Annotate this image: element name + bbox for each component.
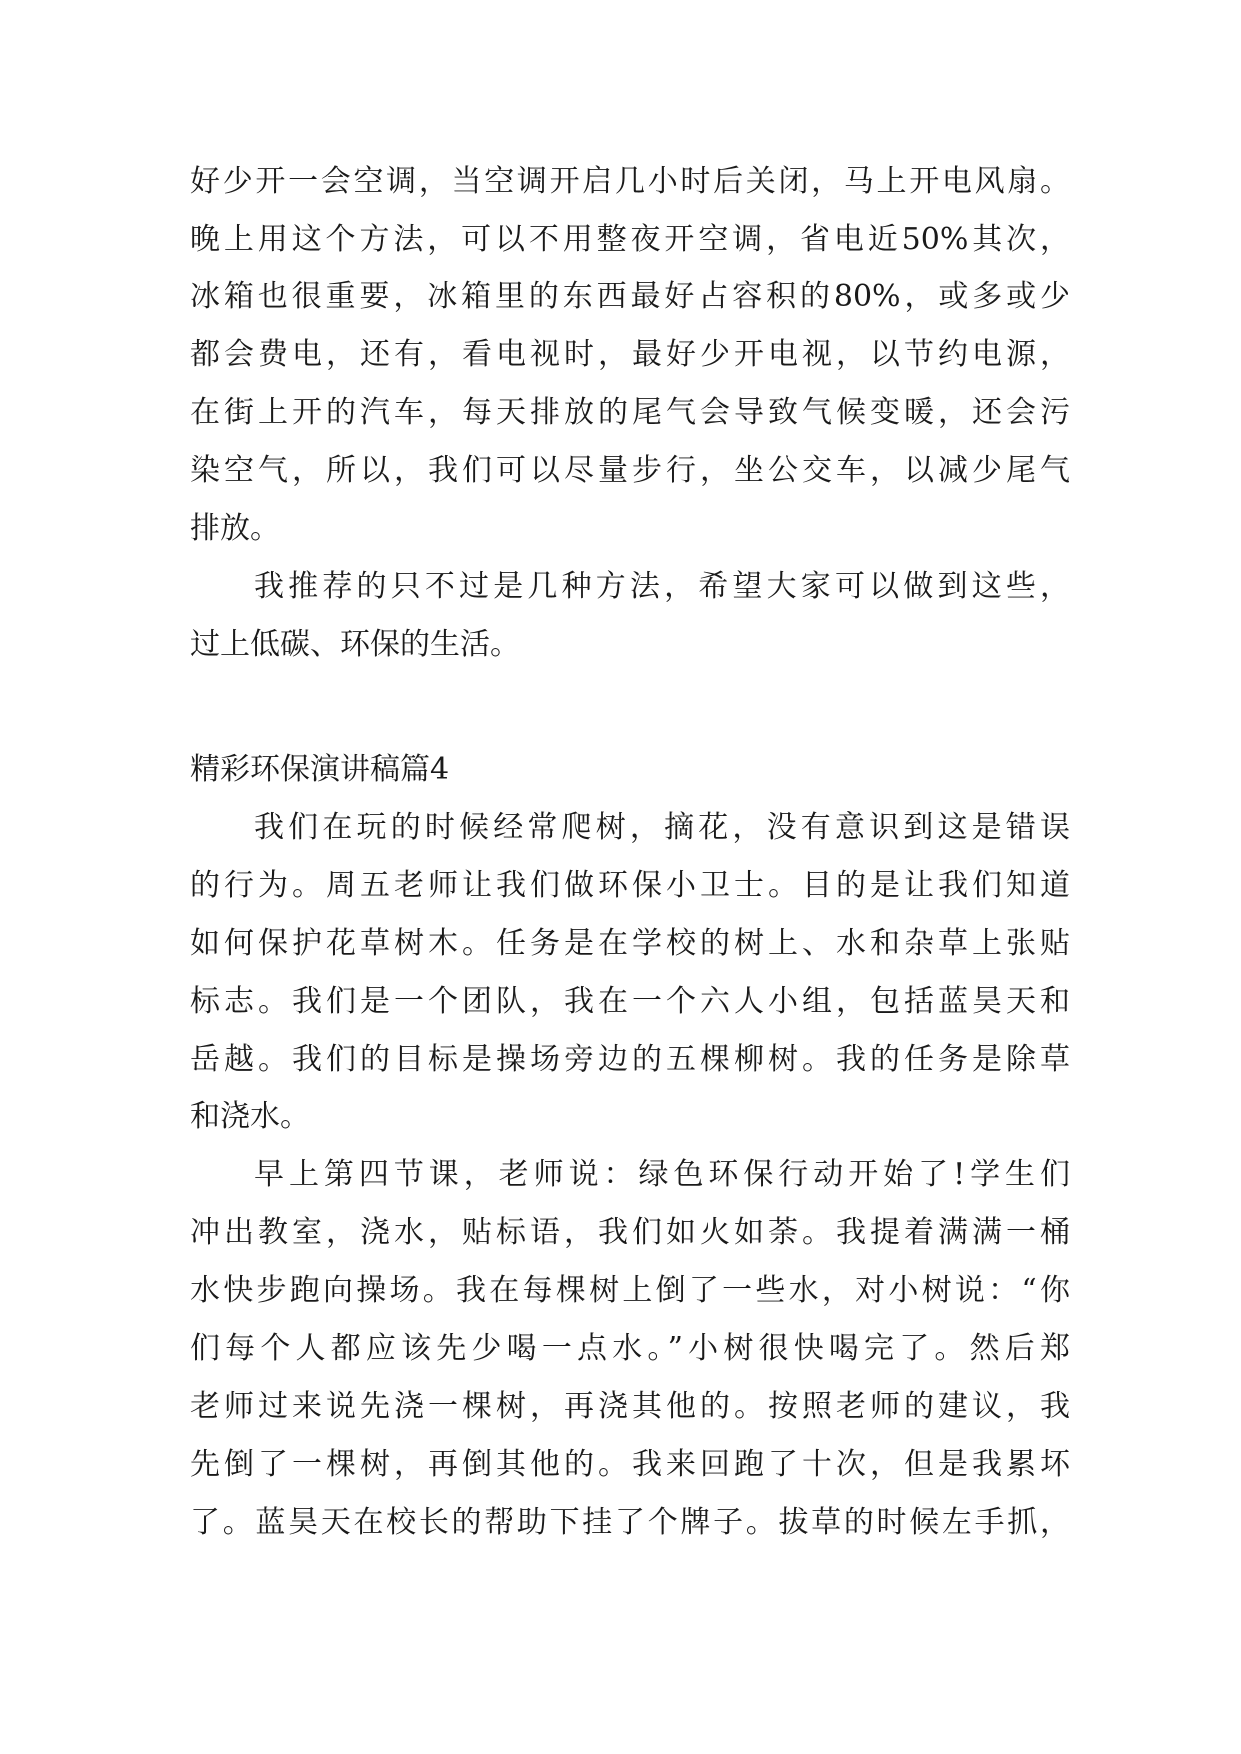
text-line: 冲出教室，浇水，贴标语，我们如火如荼。我提着满满一桶 [190,1215,1070,1250]
text-line: 早上第四节课，老师说：绿色环保行动开始了!学生们 [254,1157,1070,1192]
section-heading: 精彩环保演讲稿篇4 [190,752,450,787]
text-line: 在街上开的汽车，每天排放的尾气会导致气候变暖，还会污 [190,395,1070,430]
text-line: 都会费电，还有，看电视时，最好少开电视，以节约电源， [190,337,1070,372]
text-line: 染空气，所以，我们可以尽量步行，坐公交车，以减少尾气 [190,453,1070,488]
text-line: 标志。我们是一个团队，我在一个六人小组，包括蓝昊天和 [190,984,1070,1019]
text-line: 了。蓝昊天在校长的帮助下挂了个牌子。拔草的时候左手抓， [190,1505,1070,1540]
text-line: 晚上用这个方法，可以不用整夜开空调，省电近50%其次， [190,222,1070,257]
text-line: 们每个人都应该先少喝一点水。”小树很快喝完了。然后郑 [190,1331,1070,1366]
text-line: 好少开一会空调，当空调开启几小时后关闭，马上开电风扇。 [190,164,1070,199]
text-line: 我们在玩的时候经常爬树，摘花，没有意识到这是错误 [254,810,1070,845]
text-line: 冰箱也很重要，冰箱里的东西最好占容积的80%，或多或少 [190,279,1070,314]
text-line: 排放。 [190,511,280,546]
text-line: 过上低碳、环保的生活。 [190,627,520,662]
text-line: 水快步跑向操场。我在每棵树上倒了一些水，对小树说：“你 [190,1273,1070,1308]
text-line: 我推荐的只不过是几种方法，希望大家可以做到这些， [254,569,1070,604]
text-line: 如何保护花草树木。任务是在学校的树上、水和杂草上张贴 [190,926,1070,961]
text-line: 的行为。周五老师让我们做环保小卫士。目的是让我们知道 [190,868,1070,903]
text-line: 岳越。我们的目标是操场旁边的五棵柳树。我的任务是除草 [190,1042,1070,1077]
text-line: 先倒了一棵树，再倒其他的。我来回跑了十次，但是我累坏 [190,1447,1070,1482]
text-line: 老师过来说先浇一棵树，再浇其他的。按照老师的建议，我 [190,1389,1070,1424]
text-line: 和浇水。 [190,1099,310,1134]
